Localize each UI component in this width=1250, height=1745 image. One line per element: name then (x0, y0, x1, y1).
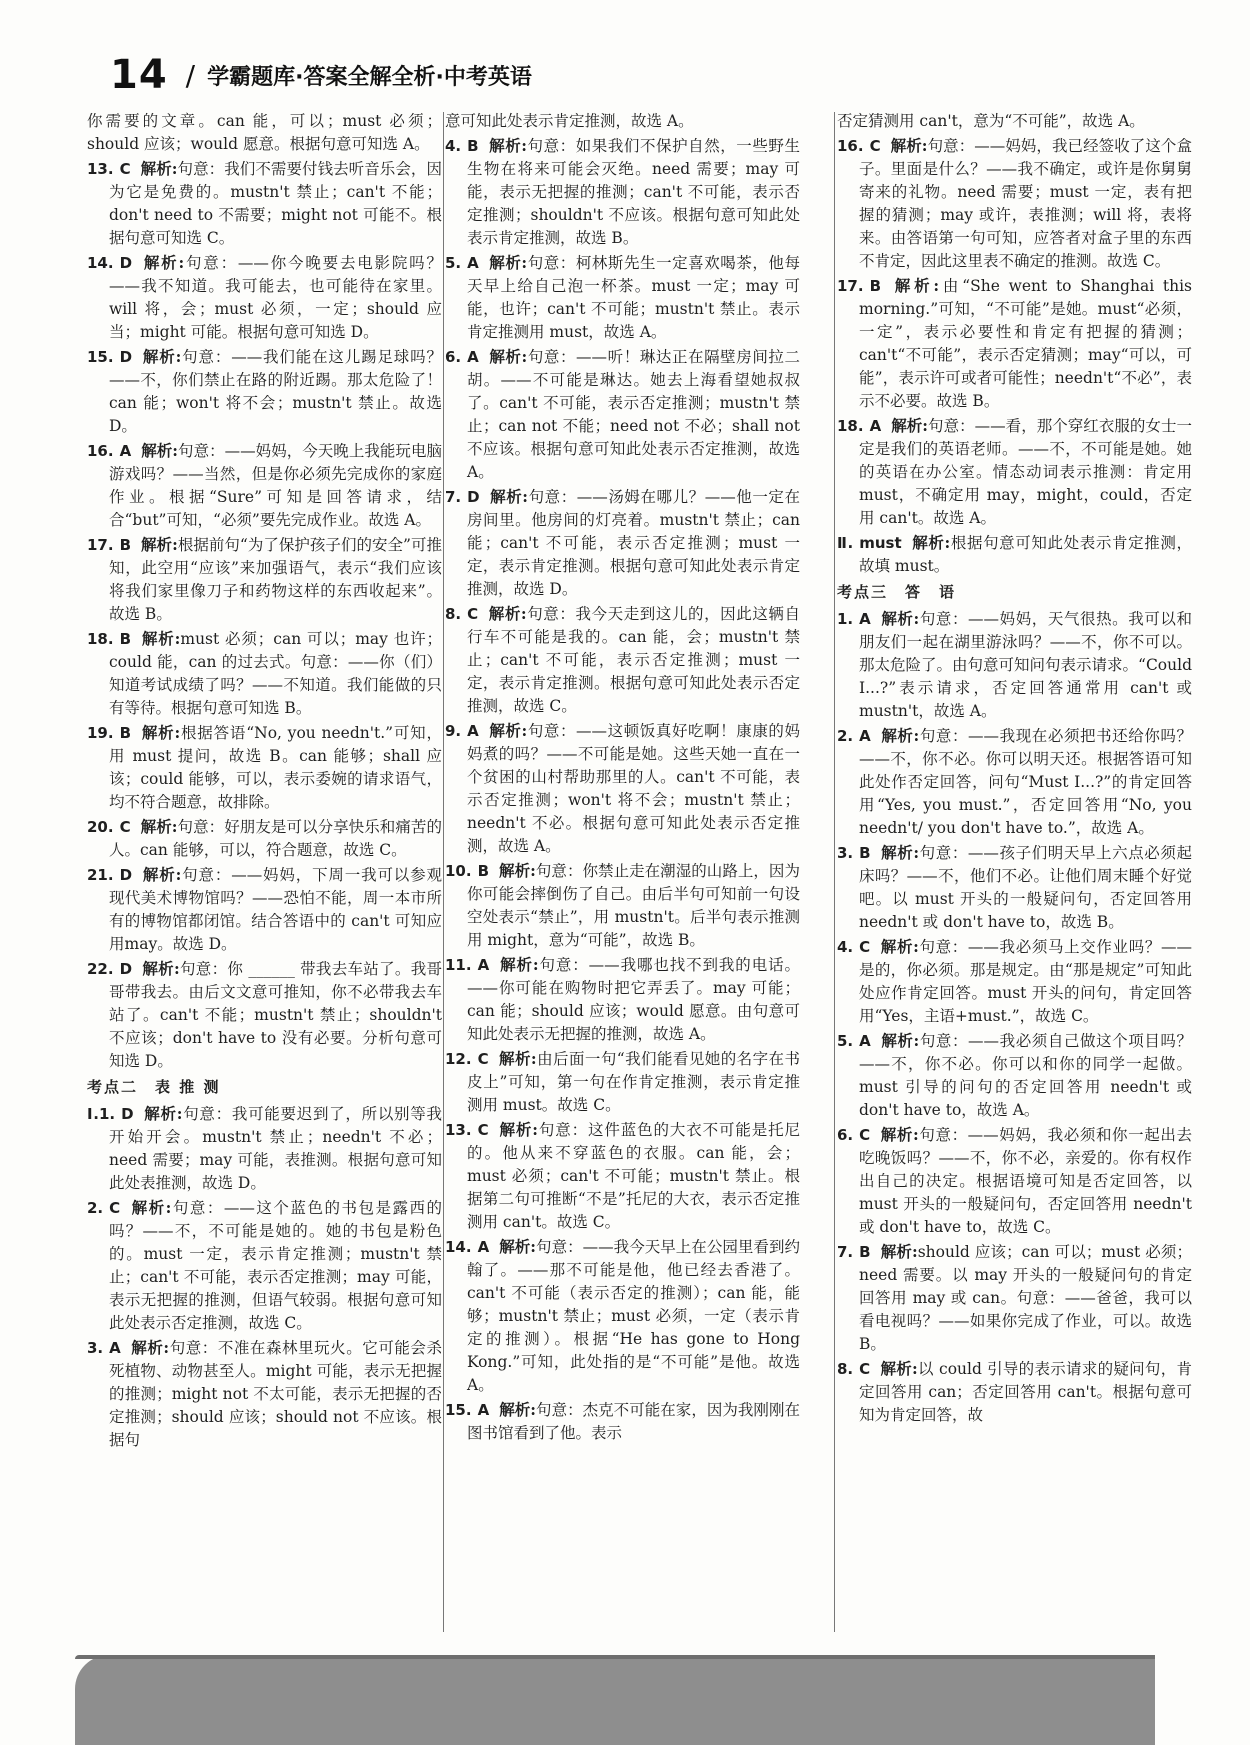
analysis-label: 解析 : (488, 604, 526, 623)
analysis-text: should 应该；can 可以；must 必须；need 需要。以 may 开头的一般疑问句的肯定回答用 may 或 can。句意：——爸爸，我可以看电视吗？——如果你完成了作业，可以。故选 B。 (859, 1243, 1192, 1353)
question-number: 16. (87, 442, 114, 460)
question-number: 8. (445, 605, 462, 623)
answer-entry (837, 531, 1192, 578)
book-title: 学霸题库·答案全解全析·中考英语 (207, 64, 532, 90)
answer-entry (837, 1240, 1192, 1356)
answer-choice: D (119, 348, 133, 366)
analysis-text: 句意：——你今晚要去电影院吗？——我不知道。我可能去，也可能待在家里。will 将，会；must 必须，一定；should 应当；might 可能。根据句意可知选 D。 (109, 254, 442, 341)
analysis-text: 句意：你 ______ 带我去车站了。我哥哥带我去。由后文文意可推知，你不必带我去车站了。can't 不能；mustn't 禁止；shouldn't 不应该；don't have to 没有必要。分析句意可知选 D。 (109, 960, 442, 1070)
column-divider (834, 112, 835, 1632)
answer-choice: B (467, 137, 479, 155)
question-number: 13. (87, 160, 114, 178)
answer-entry (445, 602, 800, 718)
analysis-text: 根据句意可知此处表示肯定推测，故填 must。 (859, 534, 1192, 575)
analysis-text: 句意：——妈妈，我已经签收了这个盒子。里面是什么？——我不确定，或许是你舅舅寄来的礼物。need 需要；must 一定，表有把握的猜测；may 或许，表推测；will 将，表将来。由答语第一句可知，应答者对盒子里的东西不肯定，因此这里表不确定的推测。故选 C。 (859, 137, 1192, 270)
text-column-3 (837, 110, 1192, 1635)
answer-entry (837, 841, 1192, 934)
question-number: 15. (87, 348, 114, 366)
answer-entry (445, 251, 800, 344)
answer-entry (837, 1357, 1192, 1427)
answer-choice: A (467, 722, 479, 740)
analysis-text: 句意：——妈妈，我必须和你一起出去吃晚饭吗？——不，你不必，亲爱的。你有权作出自己的决定。根据语境可知是否定回答，以 must 开头的一般疑问句，否定回答用 needn't 或 don't have to，故选 C。 (859, 1126, 1192, 1236)
answer-entry (837, 1123, 1192, 1239)
analysis-label: 解析 : (891, 276, 939, 295)
question-number: 7. (445, 488, 462, 506)
analysis-label: 解析 : (489, 347, 527, 366)
answer-choice: B (119, 724, 132, 742)
analysis-label: 解析 : (881, 1242, 918, 1261)
question-number: 22. (87, 960, 114, 978)
analysis-text: 句意：好朋友是可以分享快乐和痛苦的人。can 能够，可以，符合题意，故选 C。 (109, 818, 442, 859)
question-number: 20. (87, 818, 114, 836)
analysis-text: 根据答语“No, you needn't.”可知，用 must 提问，故选 B。can 能够；shall 应该；could 能够，可以，表示委婉的请求语气，均不符合题意，故排除。 (109, 724, 442, 811)
answer-entry (837, 935, 1192, 1028)
page-number: 14 (110, 52, 168, 98)
answer-entry (87, 1336, 442, 1452)
answer-choice: C (859, 1126, 871, 1144)
analysis-label: 解析 : (142, 347, 181, 366)
answer-choice: B (119, 630, 132, 648)
footer-band (75, 1655, 1155, 1745)
answer-choice: A (477, 956, 490, 974)
answer-choice: A (859, 1032, 871, 1050)
answer-choice: B (477, 862, 490, 880)
question-number: 6. (837, 1126, 854, 1144)
analysis-text: 句意：——我哪也找不到我的电话。——你可能在购物时把它弄丢了。may 可能；can 能；should 应该；would 愿意。由句意可知此处表示无把握的推测，故选 A。 (467, 956, 800, 1043)
question-number: 16. (837, 137, 864, 155)
question-number: 17. (837, 277, 864, 295)
analysis-label: 解析 : (141, 723, 180, 742)
answer-entry (445, 485, 800, 601)
analysis-label: 解析 : (499, 1120, 538, 1139)
analysis-label: 解析 : (499, 1049, 537, 1068)
answer-choice: D (467, 488, 480, 506)
answer-entry (87, 1102, 442, 1195)
analysis-label: 解析 : (142, 253, 184, 272)
continued-text: 意可知此处表示肯定推测，故选 A。 (445, 112, 694, 130)
analysis-label: 解析 : (881, 609, 919, 628)
answer-choice: A (859, 610, 871, 628)
analysis-label: 解析 : (891, 136, 928, 155)
analysis-label: 解析 : (499, 1400, 536, 1419)
analysis-text: 句意：——我今天早上在公园里看到约翰了。——那不可能是他，他已经去香港了。can't 不可能（表示否定的推测）；can 能，能够；mustn't 禁止；must 必须，一定（表示肯定的推测）。根据“He has gone to Hong Kong.”可知，此处指的是“不可能”是他。故选 A。 (467, 1238, 800, 1394)
answer-entry (445, 1398, 800, 1445)
answer-choice: B (119, 536, 132, 554)
answer-entry (445, 1118, 800, 1234)
question-number: 8. (837, 1360, 854, 1378)
answer-choice: C (119, 818, 131, 836)
analysis-label: 解析 : (489, 721, 527, 740)
question-number: 10. (445, 862, 472, 880)
analysis-text: 句意：如果我们不保护自然，一些野生生物在将来可能会灭绝。need 需要；may 可能，表示无把握的推测；can't 不可能，表示否定推测；shouldn't 不应该。根据句意可知此处表示肯定推测，故选 B。 (467, 137, 800, 247)
analysis-text: 句意：这件蓝色的大衣不可能是托尼的。他从来不穿蓝色的衣服。can 能，会；must 必须；can't 不可能；mustn't 禁止。根据第二句可推断“不是”托尼的大衣，表示否定推测用 can't。故选 C。 (467, 1121, 800, 1231)
answer-entry (837, 414, 1192, 530)
analysis-label: 解析 : (489, 253, 527, 272)
analysis-label: 解析 : (130, 1198, 171, 1217)
answer-entry (445, 134, 800, 250)
question-number: 5. (445, 254, 462, 272)
question-number: 17. (87, 536, 114, 554)
answer-entry (87, 863, 442, 956)
analysis-text: 句意：我今天走到这儿的，因此这辆自行车不可能是我的。can 能，会；mustn't 禁止；can't 不可能，表示否定推测；must 一定，表示肯定推测。根据句意可知此处表示否定推测，故选 C。 (467, 605, 800, 715)
answer-entry (87, 815, 442, 862)
question-number: 18. (837, 417, 864, 435)
header-divider-slash: / (185, 58, 196, 92)
analysis-label: 解析 : (489, 136, 527, 155)
analysis-text: 句意：——汤姆在哪儿？——他一定在房间里。他房间的灯亮着。mustn't 禁止；can 能；can't 不可能，表示否定推测；must 一定，表示肯定推测。根据句意可知此处表示肯定推测，故选 D。 (467, 488, 800, 598)
answer-choice: A (109, 1339, 121, 1357)
question-number: 3. (837, 844, 854, 862)
question-number: 9. (445, 722, 462, 740)
answer-choice: D (119, 254, 133, 272)
continued-text: 否定猜测用 can't，意为“不可能”，故选 A。 (837, 112, 1145, 130)
answer-entry (445, 1235, 800, 1397)
analysis-text: 句意：——孩子们明天早上六点必须起床吗？——不，他们不必。让他们周末睡个好觉吧。以 must 开头的一般疑问句，否定回答用 needn't 或 don't have to，故选 B。 (859, 844, 1192, 931)
answer-entry (87, 1196, 442, 1335)
question-number: 4. (837, 938, 854, 956)
answer-choice: A (467, 348, 479, 366)
analysis-label: 解析 : (141, 629, 180, 648)
analysis-text: 由“She went to Shanghai this morning.”可知，“不可能”是她。must“必须，一定”，表示必要性和肯定有把握的猜测；can't“不可能”，表示否定猜测；may“可以，可能”，表示许可或者可能性；needn't“不必”，表示不必要。故选 B。 (859, 277, 1192, 410)
answer-entry (87, 439, 442, 532)
answer-choice: A (467, 254, 479, 272)
analysis-label: 解析 : (142, 959, 180, 978)
answer-entry (445, 719, 800, 858)
answer-choice: D (119, 960, 133, 978)
analysis-label: 解析 : (912, 533, 951, 552)
analysis-text: must 必须；can 可以；may 也许；could 能，can 的过去式。句意：——你（们）知道考试成绩了吗？——不知道。我们能做的只有等待。根据句意可知选 B。 (109, 630, 442, 717)
question-number: 7. (837, 1243, 854, 1261)
question-number: 1. (837, 610, 854, 628)
answer-choice: A (119, 442, 132, 460)
answer-entry (445, 345, 800, 484)
analysis-label: 解析 : (131, 1338, 169, 1357)
analysis-label: 解析 : (880, 1359, 918, 1378)
question-number: 6. (445, 348, 462, 366)
analysis-label: 解析 : (880, 1125, 919, 1144)
analysis-label: 解析 : (141, 441, 178, 460)
page-header (110, 52, 532, 98)
analysis-label: 解析 : (141, 817, 178, 836)
answer-choice: C (477, 1050, 489, 1068)
question-number: 13. (445, 1121, 472, 1139)
analysis-text: 句意：——这顿饭真好吃啊！康康的妈妈煮的吗？——不可能是她。这些天她一直在一个贫困的山村帮助那里的人。can't 不可能，表示否定推测；won't 将不会；mustn't 禁止；needn't 不必。根据句意可知此处表示否定推测，故选 A。 (467, 722, 800, 855)
question-number: 14. (87, 254, 114, 272)
answer-entry (837, 607, 1192, 723)
answer-entry (87, 345, 442, 438)
analysis-text: 句意：——这个蓝色的书包是露西的吗？——不，不可能是她的。她的书包是粉色的。must 一定，表示肯定推测；mustn't 禁止；can't 不可能，表示否定推测；may 可能，表示无把握的推测，但语气较弱。根据句意可知此处表示否定推测，故选 C。 (109, 1199, 442, 1332)
analysis-text: 句意：——妈妈，天气很热。我可以和朋友们一起在湖里游泳吗？——不，你不可以。那太危险了。由句意可知问句表示请求。“Could I...?”表示请求，否定回答通常用 can't 或 mustn't，故选 A。 (859, 610, 1192, 720)
continued-text: 你需要的文章。can 能，可以；must 必须；should 应该；would 愿意。根据句意可知选 A。 (87, 112, 442, 153)
answer-entry (837, 1029, 1192, 1122)
analysis-text: 句意：——妈妈，今天晚上我能玩电脑游戏吗？——当然，但是你必须先完成你的家庭作业。根据“Sure”可知是回答请求，结合“but”可知，“必须”要先完成作业。故选 A。 (109, 442, 442, 529)
analysis-label: 解析 : (881, 726, 919, 745)
answer-choice: B (859, 844, 871, 862)
question-number: 4. (445, 137, 462, 155)
answer-entry (445, 1047, 800, 1117)
answer-entry (87, 721, 442, 814)
question-number: 11. (445, 956, 472, 974)
question-number: 19. (87, 724, 114, 742)
answer-choice: D (119, 866, 133, 884)
answer-choice: D (121, 1105, 134, 1123)
question-number: Ⅰ.1. (87, 1105, 116, 1123)
answer-entry (87, 957, 442, 1073)
analysis-label: 解析 : (141, 159, 178, 178)
answer-choice: B (869, 277, 882, 295)
analysis-label: 解析 : (881, 843, 920, 862)
analysis-text: 句意：我们不需要付钱去听音乐会，因为它是免费的。mustn't 禁止；can't 不能；don't need to 不需要；might not 可能不。根据句意可知选 C。 (109, 160, 442, 247)
answer-choice: A (477, 1401, 490, 1419)
answer-entry (445, 953, 800, 1046)
analysis-text: 根据前句“为了保护孩子们的安全”可推知，此空用“应该”来加强语气，表示“我们应该将我们家里像刀子和药物这样的东西收起来”。故选 B。 (109, 536, 442, 623)
analysis-text: 以 could 引导的表示请求的疑问句，肯定回答用 can；否定回答用 can't。根据句意可知为肯定回答，故 (859, 1360, 1192, 1424)
analysis-label: 解析 : (891, 416, 928, 435)
answer-entry (87, 157, 442, 250)
answer-choice: B (859, 1243, 871, 1261)
answer-entry (87, 251, 442, 344)
answer-choice: C (869, 137, 881, 155)
answer-entry (837, 274, 1192, 413)
answer-entry (87, 533, 442, 626)
analysis-text: 句意：不准在森林里玩火。它可能会杀死植物、动物甚至人。might 可能，表示无把握的推测；might not 不太可能，表示无把握的否定推测；should 应该；should not 不应该。根据句 (109, 1339, 442, 1449)
answer-choice: C (467, 605, 479, 623)
section-heading: 考点三 答 语 (837, 583, 957, 601)
answer-entry (87, 627, 442, 720)
answer-choice: C (477, 1121, 489, 1139)
question-number: Ⅱ. (837, 534, 854, 552)
question-number: 14. (445, 1238, 472, 1256)
analysis-text: 句意：——妈妈，下周一我可以参观现代美术博物馆吗？——恐怕不能，周一本市所有的博物馆都闭馆。结合答语中的 can't 可知应用may。故选 D。 (109, 866, 442, 953)
analysis-label: 解析 : (499, 1237, 536, 1256)
analysis-text: 句意：——我必须自己做这个项目吗？——不，你不必。你可以和你的同学一起做。must 引导的问句的否定回答用 needn't 或 don't have to，故选 A。 (859, 1032, 1192, 1119)
question-number: 2. (87, 1199, 104, 1217)
text-column-2 (445, 110, 800, 1635)
analysis-text: 句意：——看，那个穿红衣服的女士一定是我们的英语老师。——不，不可能是她。她的英语在办公室。情态动词表示推测：肯定用 must，不确定用 may，might，could，否定用 can't。故选 A。 (859, 417, 1192, 527)
section-heading: 考点二 表 推 测 (87, 1078, 221, 1096)
analysis-text: 句意：——我现在必须把书还给你吗？——不，你不必。你可以明天还。根据答语可知此处作否定回答，问句“Must I...?”的肯定回答用“Yes, you must.”，否定回答用“No, you needn't/ you don't have to.”，故选 A。 (859, 727, 1192, 837)
analysis-label: 解析 : (881, 1031, 919, 1050)
analysis-text: 句意：——我必须马上交作业吗？——是的，你必须。那是规定。由“那是规定”可知此处应作肯定回答。must 开头的问句，肯定回答用“Yes，主语+must.”，故选 C。 (859, 938, 1192, 1025)
answer-choice: A (869, 417, 882, 435)
question-number: 5. (837, 1032, 854, 1050)
answer-entry (837, 724, 1192, 840)
question-number: 15. (445, 1401, 472, 1419)
analysis-text: 句意：——听！琳达正在隔壁房间拉二胡。——不可能是琳达。她去上海看望她叔叔了。can't 不可能，表示否定推测；mustn't 禁止；can not 不能；need not 不必；shall not 不应该。根据句意可知此处表示否定推测，故选 A。 (467, 348, 800, 481)
question-number: 12. (445, 1050, 472, 1068)
question-number: 18. (87, 630, 114, 648)
answer-choice: C (859, 1360, 871, 1378)
analysis-label: 解析 : (499, 861, 536, 880)
answer-choice: C (109, 1199, 121, 1217)
answer-choice: A (859, 727, 871, 745)
analysis-text: 句意：柯林斯先生一定喜欢喝茶，他每天早上给自己泡一杯茶。must 一定；may 可能，也许；can't 不可能；mustn't 禁止。表示肯定推测用 must，故选 A。 (467, 254, 800, 341)
question-number: 2. (837, 727, 854, 745)
answer-choice: A (477, 1238, 490, 1256)
analysis-text: 句意：——我们能在这儿踢足球吗？——不，你们禁止在路的附近踢。那太危险了！can 能；won't 将不会；mustn't 禁止。故选 D。 (109, 348, 442, 435)
answer-entry (445, 859, 800, 952)
analysis-text: 句意：杰克不可能在家，因为我刚刚在图书馆看到了他。表示 (467, 1401, 800, 1442)
analysis-label: 解析 : (144, 1104, 183, 1123)
answer-choice: C (859, 938, 871, 956)
analysis-label: 解析 : (141, 535, 178, 554)
column-divider (443, 112, 444, 1632)
text-column-1 (87, 110, 442, 1635)
analysis-text: 句意：你禁止走在潮湿的山路上，因为你可能会摔倒伤了自己。由后半句可知前一句设空处表示“禁止”，用 mustn't。后半句表示推测用 might，意为“可能”，故选 B。 (467, 862, 800, 949)
analysis-text: 句意：我可能要迟到了，所以别等我开始开会。mustn't 禁止；needn't 不必；need 需要；may 可能，表推测。根据句意可知此处表推测，故选 D。 (109, 1105, 442, 1192)
analysis-label: 解析 : (142, 865, 181, 884)
analysis-label: 解析 : (490, 487, 528, 506)
question-number: 3. (87, 1339, 104, 1357)
question-number: 21. (87, 866, 114, 884)
answer-entry (837, 134, 1192, 273)
analysis-text: 由后面一句“我们能看见她的名字在书皮上”可知，第一句在作肯定推测，表示肯定推测用 must。故选 C。 (467, 1050, 800, 1114)
answer-choice: must (859, 534, 902, 552)
analysis-label: 解析 : (880, 937, 919, 956)
analysis-label: 解析 : (499, 955, 538, 974)
answer-choice: C (119, 160, 131, 178)
